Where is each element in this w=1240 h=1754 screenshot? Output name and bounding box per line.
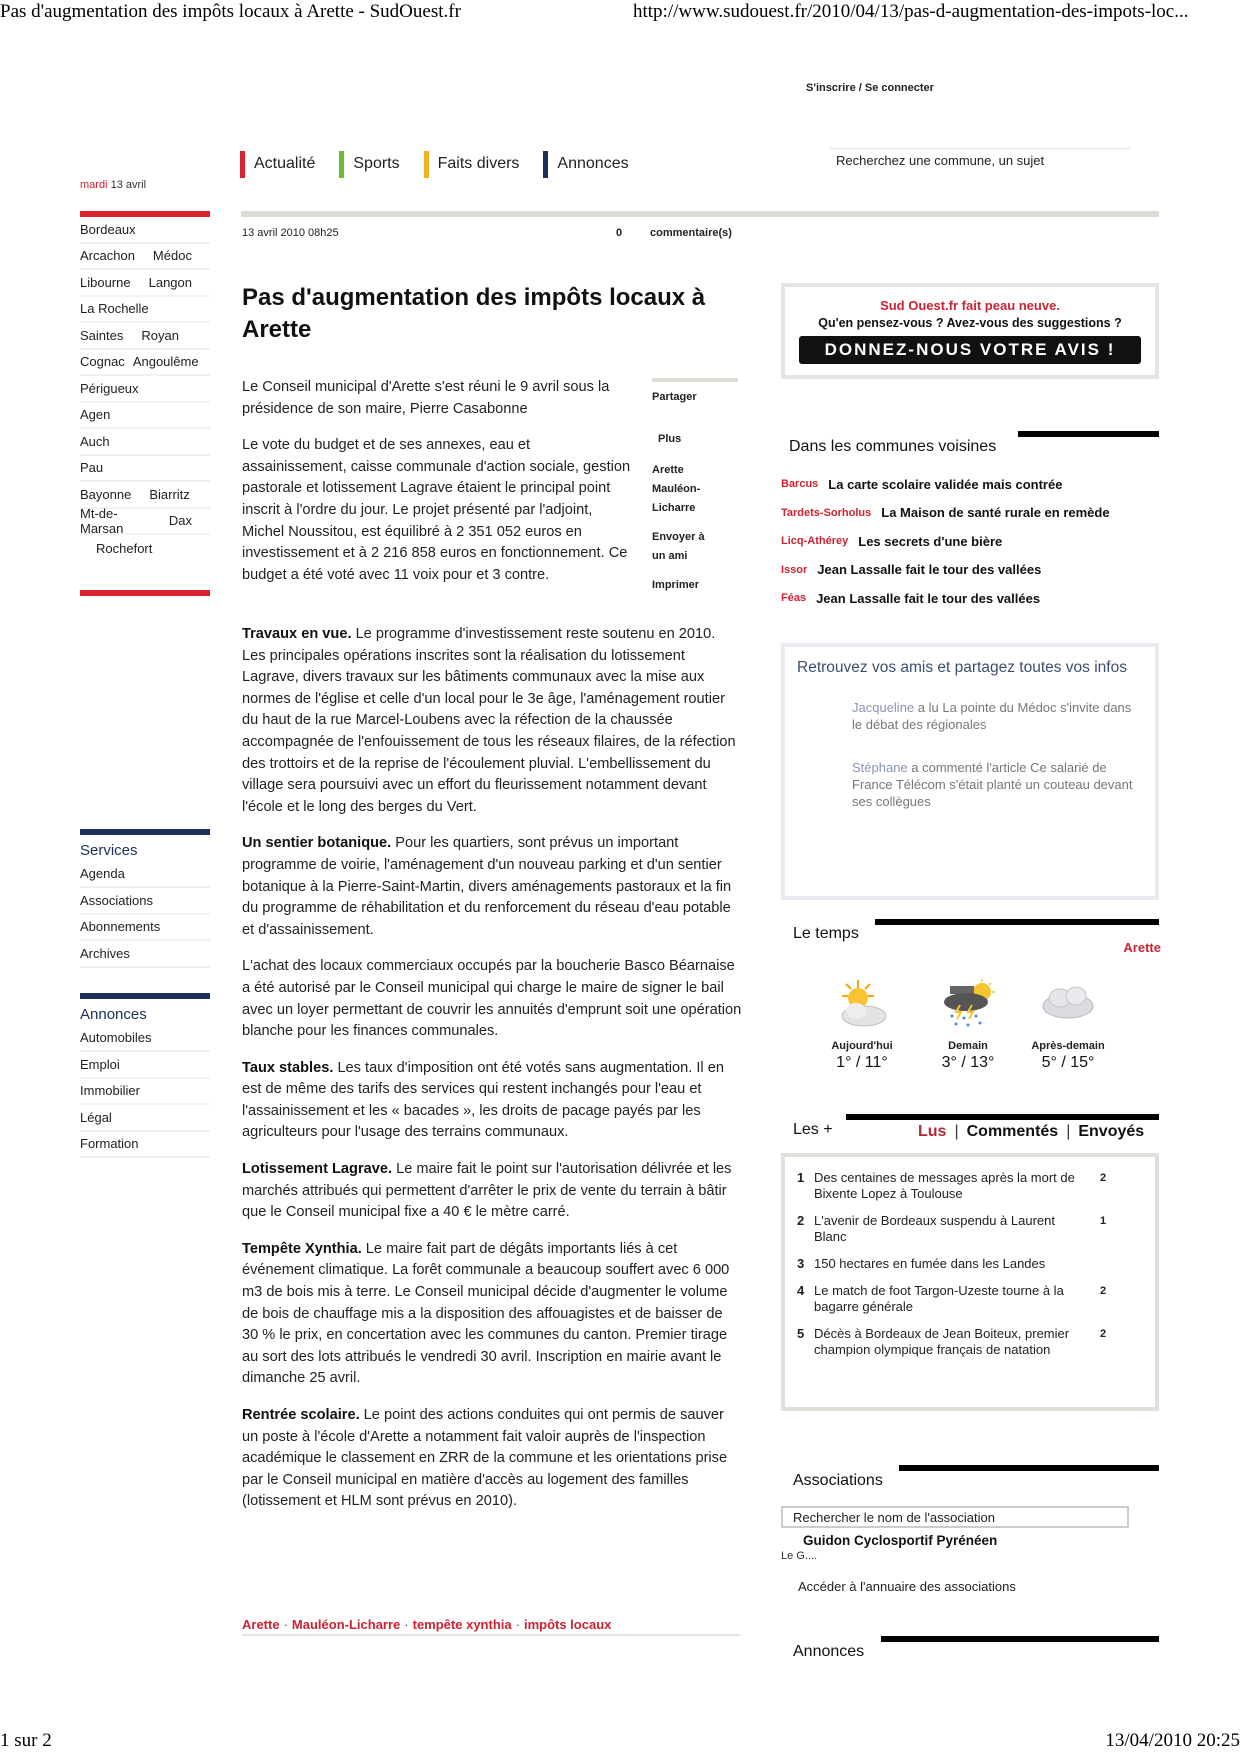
print-page-title: Pas d'augmentation des impôts locaux à Arette - SudOuest.fr [0, 1, 461, 22]
nav-label: Sports [353, 155, 400, 172]
print-button[interactable]: Imprimer [652, 579, 700, 591]
nav-item-sports[interactable] [339, 150, 399, 178]
annonce-link[interactable]: Immobilier [80, 1079, 210, 1106]
print-header [0, 0, 1240, 30]
item-link[interactable]: Des centaines de messages après la mort de Bixente Lopez à Toulouse [814, 1170, 1075, 1201]
city-link[interactable]: Rochefort [96, 540, 153, 556]
voisine-item [781, 499, 1161, 528]
cloudy-icon [1038, 978, 1098, 1030]
weather-title: Le temps [793, 925, 859, 942]
section-bar [846, 1114, 1159, 1120]
list-item [797, 1283, 1155, 1315]
promo-subline: Qu'en pensez-vous ? Avez-vous des suggestions ? [818, 316, 1122, 330]
les-plus-tabs [918, 1123, 1144, 1141]
most-read-list [781, 1153, 1159, 1411]
tag-link[interactable]: impôts locaux [523, 1617, 612, 1632]
list-item [797, 1326, 1155, 1358]
city-link[interactable]: Mt-de-Marsan [80, 505, 124, 536]
section-bar [1018, 431, 1159, 437]
annonce-link[interactable]: Emploi [80, 1052, 210, 1079]
weather-day [1018, 978, 1118, 1072]
featured-association-snippet: Le G.... [781, 1550, 818, 1562]
left-sidebar [80, 211, 210, 1158]
social-entry [852, 699, 1142, 733]
city-row [80, 323, 210, 350]
voisines-list [781, 470, 1161, 613]
nav-item-annonces[interactable] [543, 150, 628, 178]
spacer [652, 518, 738, 528]
section-bar [899, 1465, 1159, 1471]
header-divider [241, 211, 1159, 217]
social-entry [852, 759, 1142, 810]
city-link[interactable]: Pau [80, 460, 104, 476]
lead-paragraph: Le Conseil municipal d'Arette s'est réuni le 9 avril sous la présidence de son maire, Pierre Casabonne [242, 379, 610, 417]
nav-label: Actualité [254, 155, 316, 172]
article-paragraph [242, 1239, 742, 1390]
list-item [797, 1170, 1155, 1202]
sun-cloud-icon [832, 978, 892, 1030]
weather-day-label: Aujourd'hui [831, 1040, 893, 1052]
section-bar [875, 919, 1159, 925]
spacer [80, 562, 210, 590]
paragraph-text: Pour les quartiers, sont prévus un important programme de voirie, l'aménagement d'un nouveau parking et d'un sentier botanique à la Pierre-Saint-Martin, divers aménagements pastoraux et la fin du programme de réhabilitation et du renforcement du réseau d'eau potable et d'assainissement. [242, 835, 732, 938]
paragraph-text: Les taux d'imposition ont été votés sans augmentation. Il en est de même des tarifs des services qui restent inchangés pour l'eau et l'assainissement et les « bacades », les droits de pacage payés par les agriculteurs pour l'usage des terrains communaux. [242, 1059, 724, 1141]
item-link[interactable]: Le match de foot Targon-Uzeste tourne à la bagarre générale [814, 1283, 1064, 1314]
city-link[interactable]: Bayonne [80, 486, 132, 502]
services-heading: Services [80, 841, 138, 859]
email-friend-button-2[interactable]: un ami [652, 550, 688, 562]
city-link[interactable]: Saintes [80, 327, 124, 343]
spacer [652, 407, 738, 430]
paragraph-text: Le point des actions conduites qui ont permis de sauver un poste à l'école d'Arette a notamment fait valoir auprès de l'inspection académique le classement en ZRR de la commune et les orientations prise par le Conseil municipal en matière d'accès au logement des familles (lotissement et HLM sont prévus en 2010). [242, 1407, 728, 1510]
item-count [1100, 1256, 1130, 1272]
item-link[interactable]: 150 hectares en fumée dans les Landes [814, 1256, 1046, 1271]
voisine-item [781, 556, 1161, 585]
city-row [80, 350, 210, 377]
item-rank: 1 [797, 1170, 805, 1185]
city-row [80, 297, 210, 324]
association-directory-link[interactable]: Accéder à l'annuaire des associations [798, 1579, 1016, 1594]
tag-link-mauleon[interactable]: Mauléon- [652, 483, 701, 495]
paragraph-text: Le vote du budget et de ses annexes, eau et assainissement, caisse communale d'action sociale, gestion pastorale et lotissement Lagrave étaient le principal point inscrit à l'ordre du jour. Le projet présenté par l'adjoint, Michel Noussitou, est équilibré à 2 351 052 euros en investissement et à 2 216 858 euros en fonctionnement. Ce budget a été voté avec 11 voix pour et 3 contre. [242, 437, 631, 583]
city-link[interactable]: Agen [80, 407, 111, 423]
paragraph-heading: Travaux en vue. [242, 626, 352, 642]
tab-envoyes[interactable]: Envoyés [1078, 1123, 1145, 1140]
voisine-headline[interactable]: Jean Lassalle fait le tour des vallées [816, 590, 1041, 606]
les-plus-title: Les + [793, 1121, 833, 1138]
paragraph-text: Le maire fait part de dégâts importants liés à cet événement climatique. La forêt communale a beaucoup souffert avec 6 000 m3 de bois mis à terre. Le Conseil municipal décide d'augmenter le volume de bois de chauffage mis a la disposition des affouagistes et de baisser de 30 % le prix, en concertation avec les communes du canton. Premier tirage au sort des lots attribués le vendredi 30 avril. Inscription en mairie avant le dimanche 25 avril. [242, 1240, 730, 1387]
site-search-input[interactable]: Recherchez une commune, un sujet [830, 148, 1130, 172]
voisine-item [781, 527, 1161, 556]
current-date [80, 179, 146, 191]
commune-link[interactable]: Féas [781, 592, 807, 605]
tag-link-mauleon-2[interactable]: Licharre [652, 502, 696, 514]
city-row [80, 403, 210, 430]
paragraph-heading: Lotissement Lagrave. [242, 1161, 393, 1178]
item-count: 2 [1100, 1172, 1107, 1184]
comments-link[interactable]: commentaire(s) [650, 227, 732, 239]
weather-day-label: Demain [948, 1040, 988, 1052]
print-footer [0, 1722, 1240, 1752]
voisines-title: Dans les communes voisines [789, 438, 997, 455]
paragraph-heading: Un sentier botanique. [242, 835, 392, 852]
annonce-link[interactable]: Légal [80, 1105, 210, 1132]
voisine-headline[interactable]: La Maison de santé rurale en remède [881, 505, 1110, 521]
associations-title: Associations [793, 1472, 883, 1489]
commune-link[interactable]: Barcus [781, 478, 819, 491]
tab-lus[interactable]: Lus [918, 1123, 947, 1140]
article-tags [242, 1617, 740, 1636]
tag-separator: · [515, 1617, 520, 1632]
promo-headline: Sud Ouest.fr fait peau neuve. [880, 298, 1060, 313]
service-link[interactable]: Archives [80, 941, 210, 968]
city-row [80, 244, 210, 271]
city-link[interactable]: Périgueux [80, 380, 139, 396]
service-link[interactable]: Abonnements [80, 915, 210, 942]
city-row [80, 535, 210, 562]
nav-color-marker [240, 151, 245, 178]
city-link[interactable]: Auch [80, 433, 110, 449]
item-rank: 3 [797, 1256, 805, 1271]
item-rank: 2 [797, 1213, 805, 1228]
tag-separator: · [404, 1617, 409, 1632]
weather-temps: 1° / 11° [836, 1054, 888, 1071]
email-friend-button[interactable]: Envoyer à [652, 531, 705, 543]
current-date-rest: 13 avril [107, 179, 147, 191]
share-button[interactable]: Partager [652, 391, 697, 403]
weather-day [812, 978, 912, 1072]
comment-count: 0 [616, 227, 623, 239]
feedback-button[interactable]: DONNEZ-NOUS VOTRE AVIS ! [799, 336, 1141, 364]
article-paragraph [242, 1159, 742, 1224]
friend-name[interactable]: Jacqueline [852, 700, 915, 715]
city-link[interactable]: Cognac [80, 354, 125, 370]
weather-location[interactable]: Arette [1123, 940, 1161, 955]
tab-separator: | [954, 1123, 959, 1140]
article-paragraph [242, 435, 637, 586]
paragraph-text: Le maire fait le point sur l'autorisation délivrée et les marchés attribués qui permettent d'arrêter le prix de vente du terrain à bâtir que le Conseil municipal fixe a 40 € le mètre carré. [242, 1161, 732, 1221]
tab-separator: | [1066, 1123, 1071, 1140]
spacer [80, 968, 210, 993]
voisine-headline[interactable]: La carte scolaire validée mais contrée [828, 476, 1063, 492]
voisine-headline[interactable]: Jean Lassalle fait le tour des vallées [817, 562, 1042, 578]
service-link[interactable]: Agenda [80, 862, 210, 889]
tag-link[interactable]: tempête xynthia [412, 1617, 512, 1632]
share-rule [652, 378, 738, 382]
city-link[interactable]: Libourne [80, 274, 131, 290]
feedback-promo [781, 283, 1159, 379]
weather-day [918, 978, 1018, 1072]
current-day: mardi [80, 179, 108, 191]
item-count: 2 [1100, 1285, 1107, 1297]
tab-commentes[interactable]: Commentés [966, 1123, 1059, 1140]
article-date: 13 avril 2010 08h25 [242, 227, 339, 239]
paragraph-heading: Tempête Xynthia. [242, 1240, 362, 1257]
item-link[interactable]: L'avenir de Bordeaux suspendu à Laurent Blanc [814, 1213, 1055, 1244]
weather-day-label: Après-demain [1031, 1040, 1105, 1052]
item-count: 2 [1100, 1328, 1107, 1340]
featured-association-link[interactable]: Guidon Cyclosportif Pyrénéen [803, 1533, 998, 1548]
city-row [80, 270, 210, 297]
tag-separator: · [283, 1617, 288, 1632]
spacer [652, 449, 738, 461]
item-link[interactable]: Décès à Bordeaux de Jean Boiteux, premier champion olympique français de natation [814, 1326, 1070, 1357]
commune-link[interactable]: Issor [781, 563, 808, 576]
list-item [797, 1256, 1155, 1272]
storm-rain-sun-icon [938, 978, 998, 1030]
annonce-link[interactable]: Automobiles [80, 1026, 210, 1053]
spacer [652, 566, 738, 576]
city-row [80, 217, 210, 244]
page-number: 1 sur 2 [0, 1730, 52, 1751]
social-entry-text: a commenté l'article Ce salarié de France Télécom s'était planté un couteau devant ses collègues [852, 760, 1133, 809]
social-title: Retrouvez vos amis et partagez toutes vos infos [797, 659, 1127, 676]
main-nav [240, 150, 653, 178]
city-link[interactable]: Médoc [152, 248, 192, 264]
commune-link[interactable]: Tardets-Sorholus [781, 506, 872, 519]
city-link[interactable]: Angoulême [132, 354, 199, 370]
city-link[interactable]: Dax [168, 513, 192, 529]
voisine-headline[interactable]: Les secrets d'une bière [858, 533, 1003, 549]
social-entry-text: a lu La pointe du Médoc s'invite dans le débat des régionales [852, 700, 1132, 732]
article-title: Pas d'augmentation des impôts locaux à Arette [242, 284, 706, 343]
city-row [80, 376, 210, 403]
login-link[interactable]: S'inscrire / Se connecter [806, 82, 934, 94]
print-page-url: http://www.sudouest.fr/2010/04/13/pas-d-augmentation-des-impots-loc... [633, 1, 1189, 22]
paragraph-heading: Rentrée scolaire. [242, 1407, 360, 1423]
tag-link[interactable]: Arette [242, 1617, 280, 1632]
association-search-input[interactable]: Rechercher le nom de l'association [781, 1506, 1129, 1528]
article-paragraph [242, 956, 742, 1042]
nav-item-faits-divers[interactable] [424, 150, 520, 178]
social-activity-box [781, 643, 1159, 900]
city-row [80, 505, 210, 536]
weather-temps: 5° / 15° [1041, 1054, 1095, 1071]
city-link[interactable]: Bordeaux [80, 221, 136, 237]
voisine-item [781, 470, 1161, 499]
more-share-button[interactable]: Plus [658, 433, 682, 445]
voisine-item [781, 584, 1161, 613]
article-meta [242, 227, 742, 239]
item-count: 1 [1100, 1215, 1107, 1227]
article-paragraph [242, 1405, 742, 1513]
commune-link[interactable]: Licq-Athérey [781, 535, 849, 548]
city-link[interactable]: Royan [141, 327, 179, 343]
item-rank: 4 [797, 1283, 805, 1298]
share-tools [652, 378, 738, 595]
article-body [242, 624, 742, 1528]
article-paragraph [242, 833, 742, 941]
paragraph-text: Le programme d'investissement reste soutenu en 2010. Les principales opérations inscrites sont la réalisation du lotissement Lagrave, divers travaux sur les bâtiments communaux avec la mise aux normes de l'église et celle d'un local pour le 3e âge, l'aménagement routier du haut de la rue Marcel-Loubens avec la réfection de la chaussée accompagnée de l'enfouissement de tous les réseaux filaires, de la réfection des trottoirs et de la reprise de l'écoulement pluvial. L'embellissement du village sera poursuivi avec un effort du fleurissement notamment devant l'école et le long des berges du Vert. [242, 626, 736, 815]
services-rule [80, 829, 210, 835]
city-row [80, 429, 210, 456]
nav-color-marker [339, 151, 344, 178]
article-paragraph [242, 1058, 742, 1144]
tag-link[interactable]: Mauléon-Licharre [291, 1617, 401, 1632]
friend-name[interactable]: Stéphane [852, 760, 908, 775]
city-row [80, 482, 210, 509]
nav-color-marker [424, 151, 429, 178]
paragraph-text: L'achat des locaux commerciaux occupés par la boucherie Basco Béarnaise a été autorisé par le Conseil municipal qui charge le maire de signer le bail avec un loyer permettant de couvrir les annuités d'emprunt soit une opération blanche pour les finances communales. [242, 958, 742, 1040]
city-link[interactable]: Langon [148, 274, 192, 290]
print-timestamp: 13/04/2010 20:25 [1105, 1730, 1240, 1751]
city-link[interactable]: Arcachon [80, 248, 135, 264]
weather-temps: 3° / 13° [941, 1054, 995, 1071]
tag-link-arette[interactable]: Arette [652, 464, 684, 476]
article-paragraph [242, 624, 742, 818]
city-link[interactable]: Biarritz [149, 486, 190, 502]
city-row [80, 456, 210, 483]
annonce-link[interactable]: Formation [80, 1132, 210, 1159]
annonces-heading: Annonces [80, 1005, 147, 1023]
list-item [797, 1213, 1155, 1245]
city-link[interactable]: La Rochelle [80, 301, 149, 317]
paragraph-heading: Taux stables. [242, 1059, 334, 1076]
item-rank: 5 [797, 1326, 805, 1341]
nav-label: Annonces [557, 155, 629, 172]
spacer [80, 596, 210, 829]
nav-item-actualite[interactable] [240, 150, 315, 178]
nav-label: Faits divers [437, 155, 520, 172]
article-lead [242, 377, 637, 601]
service-link[interactable]: Associations [80, 888, 210, 915]
section-bar [881, 1636, 1159, 1642]
annonces-section-title: Annonces [793, 1643, 865, 1660]
nav-color-marker [543, 151, 548, 178]
annonces-rule [80, 993, 210, 999]
